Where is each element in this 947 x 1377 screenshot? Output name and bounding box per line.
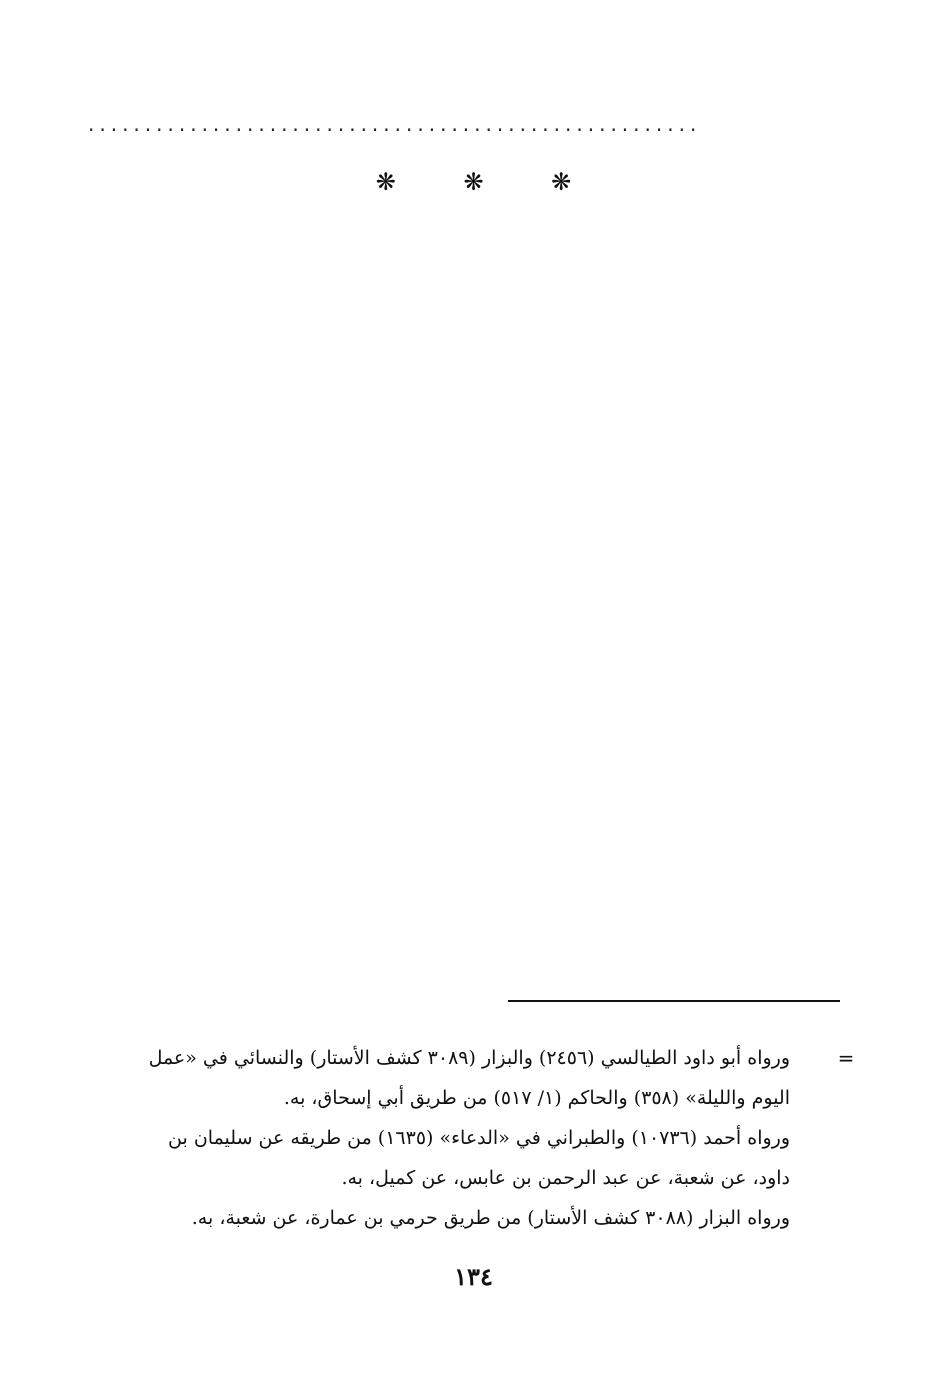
footnote-divider: [508, 1000, 840, 1002]
dotted-separator: ......................................................: [88, 112, 702, 136]
footnote-paragraph: [88, 1198, 790, 1238]
footnotes-block: [88, 1038, 790, 1238]
page-number: ١٣٤: [454, 1262, 493, 1291]
footnote-paragraph: [88, 1118, 790, 1198]
asterism-star-icon: ❋: [463, 168, 484, 196]
footnote-line: ورواه أبو داود الطيالسي (٢٤٥٦) والبزار (٣٠٨٩ كشف الأستار) والنسائي في «عمل: [148, 1047, 790, 1069]
asterism-star-icon: ❋: [375, 168, 396, 196]
star-separator: [0, 168, 947, 196]
footnote-line: داود، عن شعبة، عن عبد الرحمن بن عابس، عن كميل، به.: [341, 1167, 790, 1189]
asterism-star-icon: ❋: [551, 168, 572, 196]
footnote-continuation-mark: =: [837, 1046, 855, 1070]
footnote-line: ورواه أحمد (١٠٧٣٦) والطبراني في «الدعاء» (١٦٣٥) من طريقه عن سليمان بن: [168, 1127, 790, 1149]
footnote-line: ورواه البزار (٣٠٨٨ كشف الأستار) من طريق حرمي بن عمارة، عن شعبة، به.: [191, 1207, 790, 1229]
footnote-paragraph: [88, 1038, 790, 1118]
footnote-line: اليوم والليلة» (٣٥٨) والحاكم (١/ ٥١٧) من طريق أبي إسحاق، به.: [283, 1087, 790, 1109]
